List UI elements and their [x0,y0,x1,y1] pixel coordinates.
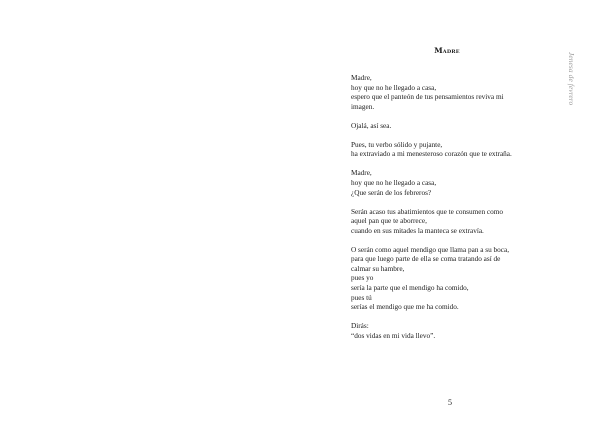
stanza [351,74,556,112]
running-header: Jenesa de fevrero [567,52,576,106]
poem-line: Serán acaso tus abatimientos que te consumen como [351,207,504,216]
poem-line: O serán como aquel mendigo que llama pan a su boca, [351,245,510,254]
poem-line: ha extraviado a mi menesteroso corazón que te extraña. [351,150,512,159]
stanza [351,246,556,313]
poem-line: “dos vidas en mi vida llevo”. [351,331,436,340]
poem-line: ¿Que serán de los febreros? [351,188,432,197]
poem-line: sería la parte que el mendigo ha comido, [351,284,469,293]
poem-line: calmar su hambre, [351,264,405,273]
poem-line: Pues, tu verbo sólido y pujante, [351,140,443,149]
poem-line: pues yo [351,274,374,283]
poem-title: Madre [434,46,460,55]
stanza [351,141,556,160]
poem-line: para que luego parte de ella se coma tratando así de [351,255,501,264]
poem-body [351,74,556,351]
poem-line: imagen. [351,102,375,111]
poem-line: pues tú [351,293,372,302]
poem-line: cuando en sus mitades la manteca se extravía. [351,226,484,235]
poem-line: Dirás: [351,322,369,331]
poem-line: serías el mendigo que me ha comido. [351,303,459,312]
poem-line: aquel pan que te aborrece, [351,217,427,226]
poem-line: Ojalá, así sea. [351,121,392,130]
poem-line: Madre, [351,74,372,82]
stanza [351,169,556,198]
poem-line: hoy que no he llegado a casa, [351,83,437,92]
stanza [351,322,556,341]
poem-line: espero que el panteón de tus pensamientos reviva mi [351,93,504,102]
stanza [351,208,556,237]
poem-line: hoy que no he llegado a casa, [351,178,437,187]
stanza [351,122,556,132]
poem-line: Madre, [351,169,372,178]
page-number: 5 [448,398,452,407]
